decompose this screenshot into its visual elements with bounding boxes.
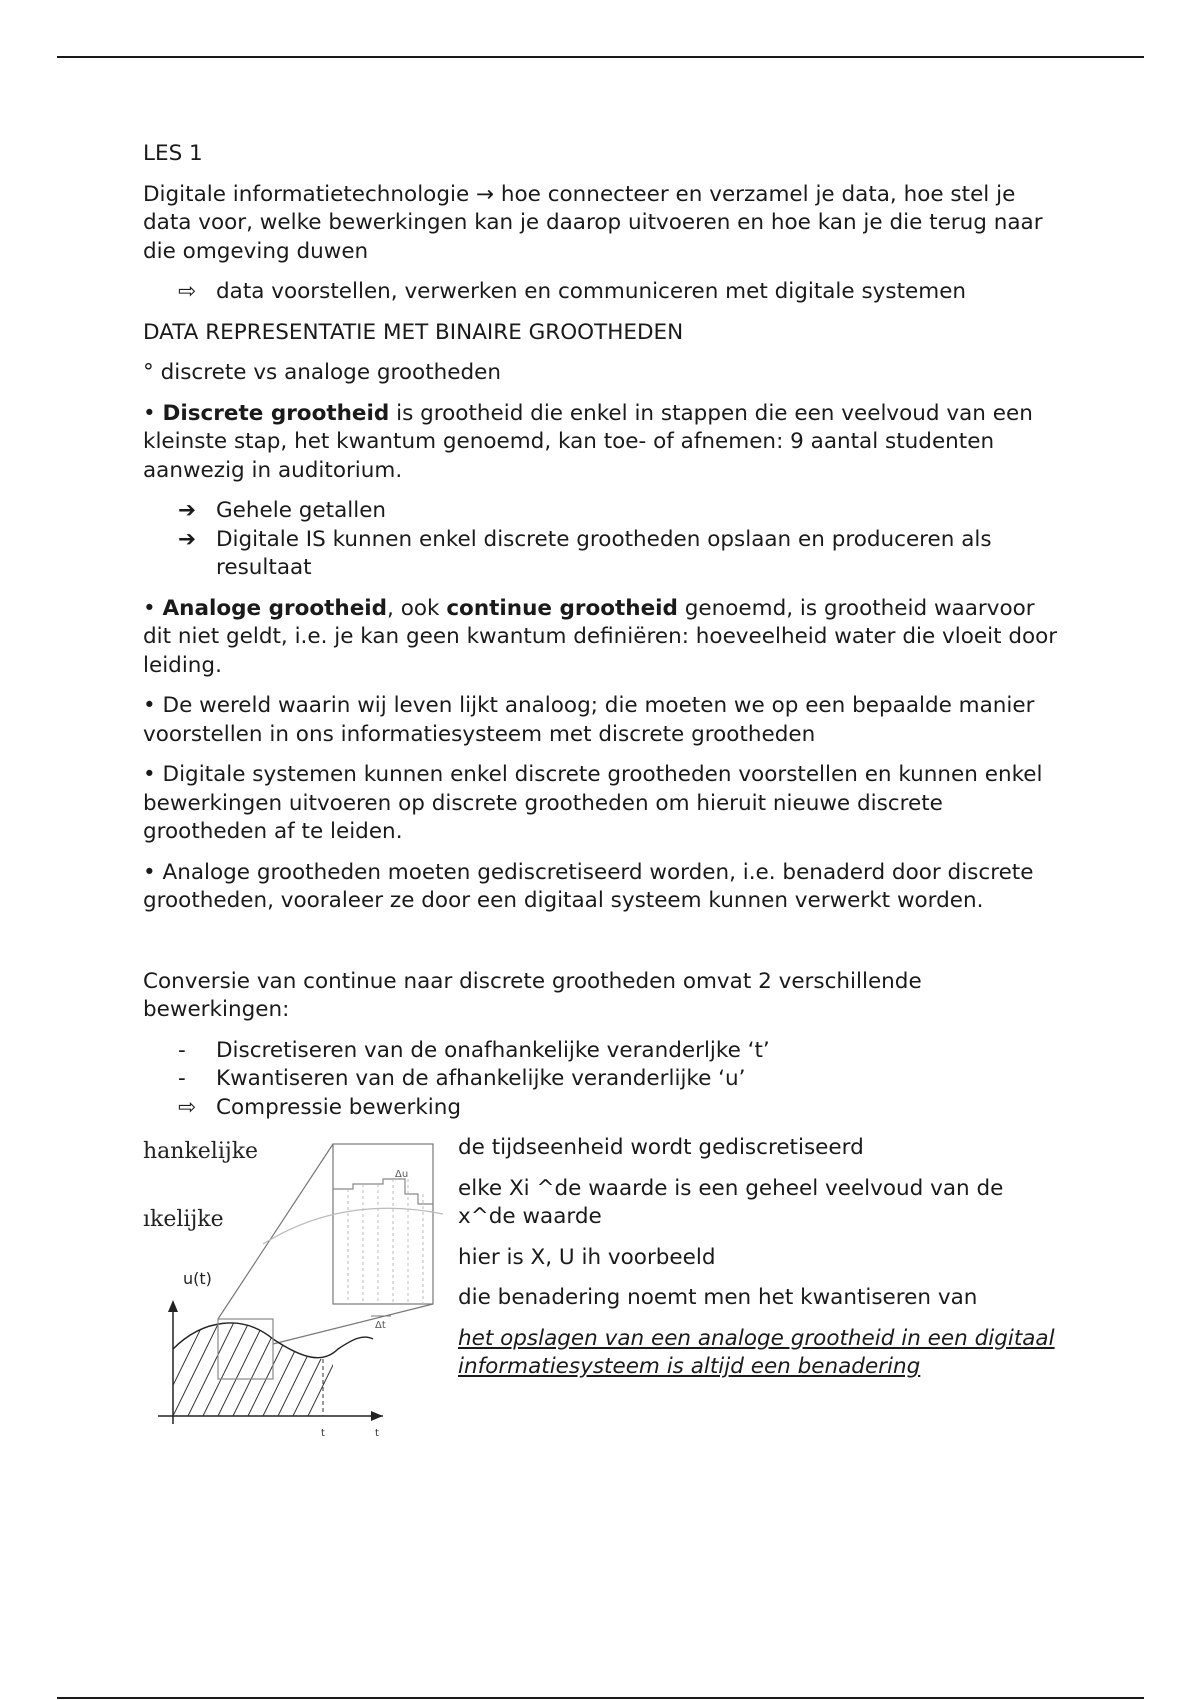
selection-box [218, 1319, 273, 1379]
note: de tijdseenheid wordt gediscretiseerd [458, 1135, 864, 1160]
arrow-right-icon: ➔ [178, 526, 197, 552]
note: elke Xi ^de waarde is een geheel veelvoud van de x^de waarde [458, 1175, 1004, 1229]
conversion-paragraph: Conversie van continue naar discrete grootheden omvat 2 verschillende bewerkingen: [143, 968, 922, 1022]
term-analog: Analoge grootheid [162, 595, 388, 621]
t-tick-label: t [321, 1428, 325, 1439]
delta-u-label: Δu [395, 1169, 409, 1180]
note: die benadering noemt men het kwantiseren van [458, 1285, 978, 1310]
figure-label-mid: ıkelijke [143, 1207, 224, 1232]
bottom-rule [57, 1697, 1144, 1699]
bullet-paragraph: • Digitale systemen kunnen enkel discrete grootheden voorstellen en kunnen enkel bewerkingen uitvoeren op discrete grootheden om hieruit nieuwe discrete grootheden af te leiden. [143, 762, 1043, 844]
bullet-paragraph: • De wereld waarin wij leven lijkt analoog; die moeten we op een bepaalde manier voorstellen in ons informatiesysteem met discrete grootheden [143, 693, 1035, 747]
figure-label-top: hankelijke [143, 1139, 259, 1164]
list-item: - Kwantiseren van de afhankelijke veranderlijke ‘u’ [143, 1065, 1063, 1094]
intro-list [143, 278, 1063, 307]
list-item: ⇨ Compressie bewerking [143, 1094, 1063, 1123]
delta-t-label: Δt [375, 1320, 386, 1331]
list-item: ⇨ data voorstellen, verwerken en communiceren met digitale systemen [143, 278, 1063, 307]
zoom-line [273, 1304, 433, 1344]
subheading: ° discrete vs analoge grootheden [143, 360, 501, 385]
list-item: - Discretiseren van de onafhankelijke veranderljke ‘t’ [143, 1037, 1063, 1066]
y-axis-arrow-icon [168, 1300, 178, 1312]
page-content [143, 140, 1063, 1454]
note: hier is X, U ih voorbeeld [458, 1244, 716, 1270]
y-axis-label: u(t) [183, 1269, 212, 1288]
discrete-definition: • Discrete grootheid is grootheid die enkel in stappen die een veelvoud van een kleinste stap, het kwantum genoemd, kan toe- of afnemen: 9 aantal studenten aanwezig in auditorium. [143, 400, 1033, 483]
quantization-figure [143, 1134, 443, 1444]
conclusion-note: het opslagen van een analoge grootheid in een digitaal informatiesysteem is altijd een benadering [458, 1325, 1055, 1379]
conversion-list [143, 1037, 1063, 1123]
dash-icon: - [178, 1037, 186, 1063]
arrow-outline-icon: ⇨ [178, 279, 197, 304]
arrow-outline-icon: ⇨ [178, 1094, 197, 1120]
figure-notes [458, 1134, 1058, 1394]
dash-icon: - [178, 1066, 186, 1091]
top-rule [57, 56, 1144, 58]
page-title: LES 1 [143, 141, 203, 166]
discrete-list [143, 497, 1063, 583]
bullet-paragraph: • Analoge grootheden moeten gediscretiseerd worden, i.e. benaderd door discrete grootheden, vooraleer ze door een digitaal systeem kunnen verwerkt worden. [143, 859, 1034, 913]
arrow-right-icon: ➔ [178, 498, 197, 523]
list-item: ➔ Digitale IS kunnen enkel discrete grootheden opslaan en produceren als resultaat [178, 526, 992, 580]
zoom-line [218, 1144, 333, 1319]
analog-definition: • Analoge grootheid, ook continue grootheid genoemd, is grootheid waarvoor dit niet geldt, i.e. je kan geen kwantum definiëren: hoeveelheid water die vloeit door leiding. [143, 595, 1058, 678]
x-axis-arrow-icon [371, 1411, 383, 1421]
intro-paragraph: Digitale informatietechnologie → hoe connecteer en verzamel je data, hoe stel je data voor, welke bewerkingen kan je daarop uitvoeren en hoe kan je die terug naar die omgeving duwen [143, 181, 1043, 264]
list-item: ➔ Gehele getallen [143, 497, 1063, 526]
term-discrete: Discrete grootheid [162, 400, 390, 426]
section-heading: DATA REPRESENTATIE MET BINAIRE GROOTHEDEN [143, 319, 684, 345]
t-axis-label: t [375, 1428, 379, 1439]
figure-row [143, 1134, 1063, 1454]
term-continuous: continue grootheid [446, 595, 678, 621]
